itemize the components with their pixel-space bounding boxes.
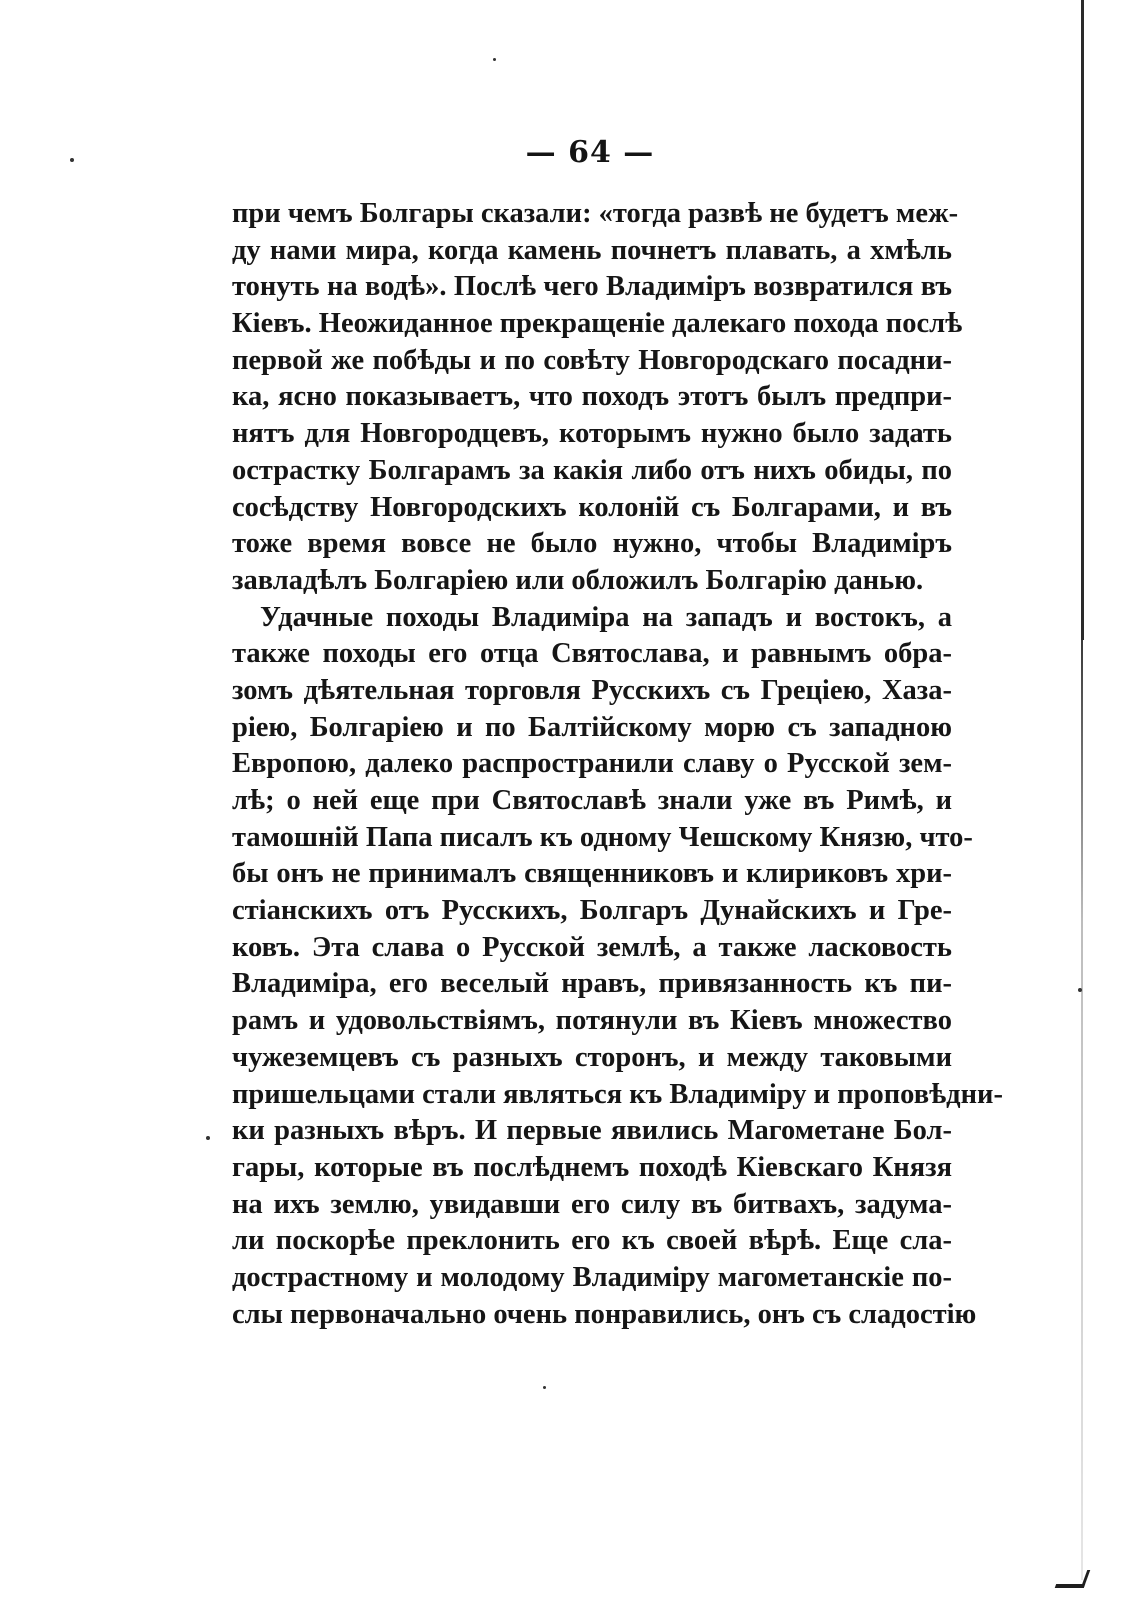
page-number: — 64 — [525, 135, 655, 170]
text-line: завладѣлъ Болгаріею или обложилъ Болгарію данью. [232, 564, 924, 596]
text-line: ка, ясно показываетъ, что походъ этотъ былъ предпри- [232, 381, 952, 413]
text-line: ли поскорѣе преклонить его къ своей вѣрѣ. Еще сла- [232, 1225, 952, 1257]
text-line: гары, которые въ послѣднемъ походѣ Кіевскаго Князя [232, 1151, 952, 1183]
text-line: при чемъ Болгары сказали: «тогда развѣ не будетъ меж- [232, 198, 959, 229]
corner-mark [1055, 1570, 1091, 1588]
text-line: также походы его отца Святослава, и равнымъ обра- [232, 638, 952, 670]
text-line: лѣ; о ней еще при Святославѣ знали уже въ Римѣ, и [232, 785, 952, 816]
text-line: дострастному и молодому Владиміру магометанскіе по- [232, 1261, 952, 1293]
text-line: нятъ для Новгородцевъ, которымъ нужно было задать [232, 418, 952, 450]
text-line: Владиміра, его веселый нравъ, привязанность къ пи- [232, 968, 952, 1000]
text-line: Удачные походы Владиміра на западъ и востокъ, а [260, 601, 952, 633]
text-line: на ихъ землю, увидавши его силу въ битвахъ, задума- [232, 1188, 952, 1220]
text-line: зомъ дѣятельная торговля Русскихъ съ Греціею, Хаза- [232, 674, 952, 706]
scan-speck [1078, 988, 1082, 992]
text-line: Европою, далеко распространили славу о Русской зем- [232, 748, 952, 780]
paragraph-1 [232, 196, 963, 600]
page-edge-line [1081, 0, 1084, 640]
text-line: острастку Болгарамъ за какія либо отъ нихъ обиды, по [232, 454, 952, 486]
text-line: сосѣдству Новгородскихъ колоній съ Болгарами, и въ [232, 491, 952, 523]
text-line: стіанскихъ отъ Русскихъ, Болгаръ Дунайскихъ и Гре- [232, 895, 952, 927]
text-line: бы онъ не принималъ священниковъ и клириковъ хри- [232, 858, 952, 890]
body-text [232, 196, 1003, 1333]
text-line: ду нами мира, когда камень почнетъ плавать, а хмѣль [232, 234, 952, 266]
scan-speck [206, 1136, 210, 1140]
paragraph-2 [232, 600, 1003, 1334]
text-line: ріею, Болгаріею и по Балтійскому морю съ западною [232, 711, 952, 743]
page-edge-line-faded [1081, 640, 1083, 1580]
text-line: тонуть на водѣ». Послѣ чего Владиміръ возвратился въ [232, 271, 952, 303]
text-line: рамъ и удовольствіямъ, потянули въ Кіевъ множество [232, 1005, 952, 1037]
scan-speck [543, 1386, 546, 1389]
text-line: чужеземцевъ съ разныхъ сторонъ, и между таковыми [232, 1041, 952, 1073]
text-line: пришельцами стали являться къ Владиміру и проповѣдни- [232, 1078, 1003, 1110]
text-line: тамошній Папа писалъ къ одному Чешскому Князю, что- [232, 821, 973, 853]
text-line: первой же побѣды и по совѣту Новгородскаго посадни- [232, 344, 952, 376]
scan-speck [70, 158, 74, 162]
scan-speck [493, 58, 496, 61]
text-line: тоже время вовсе не было нужно, чтобы Владиміръ [232, 528, 952, 560]
text-line: слы первоначально очень понравились, онъ съ сладостію [232, 1298, 977, 1330]
text-line: ки разныхъ вѣръ. И первые явились Магометане Бол- [232, 1115, 952, 1147]
text-line: Кіевъ. Неожиданное прекращеніе далекаго похода послѣ [232, 308, 963, 340]
text-line: ковъ. Эта слава о Русской землѣ, а также ласковость [232, 931, 952, 963]
